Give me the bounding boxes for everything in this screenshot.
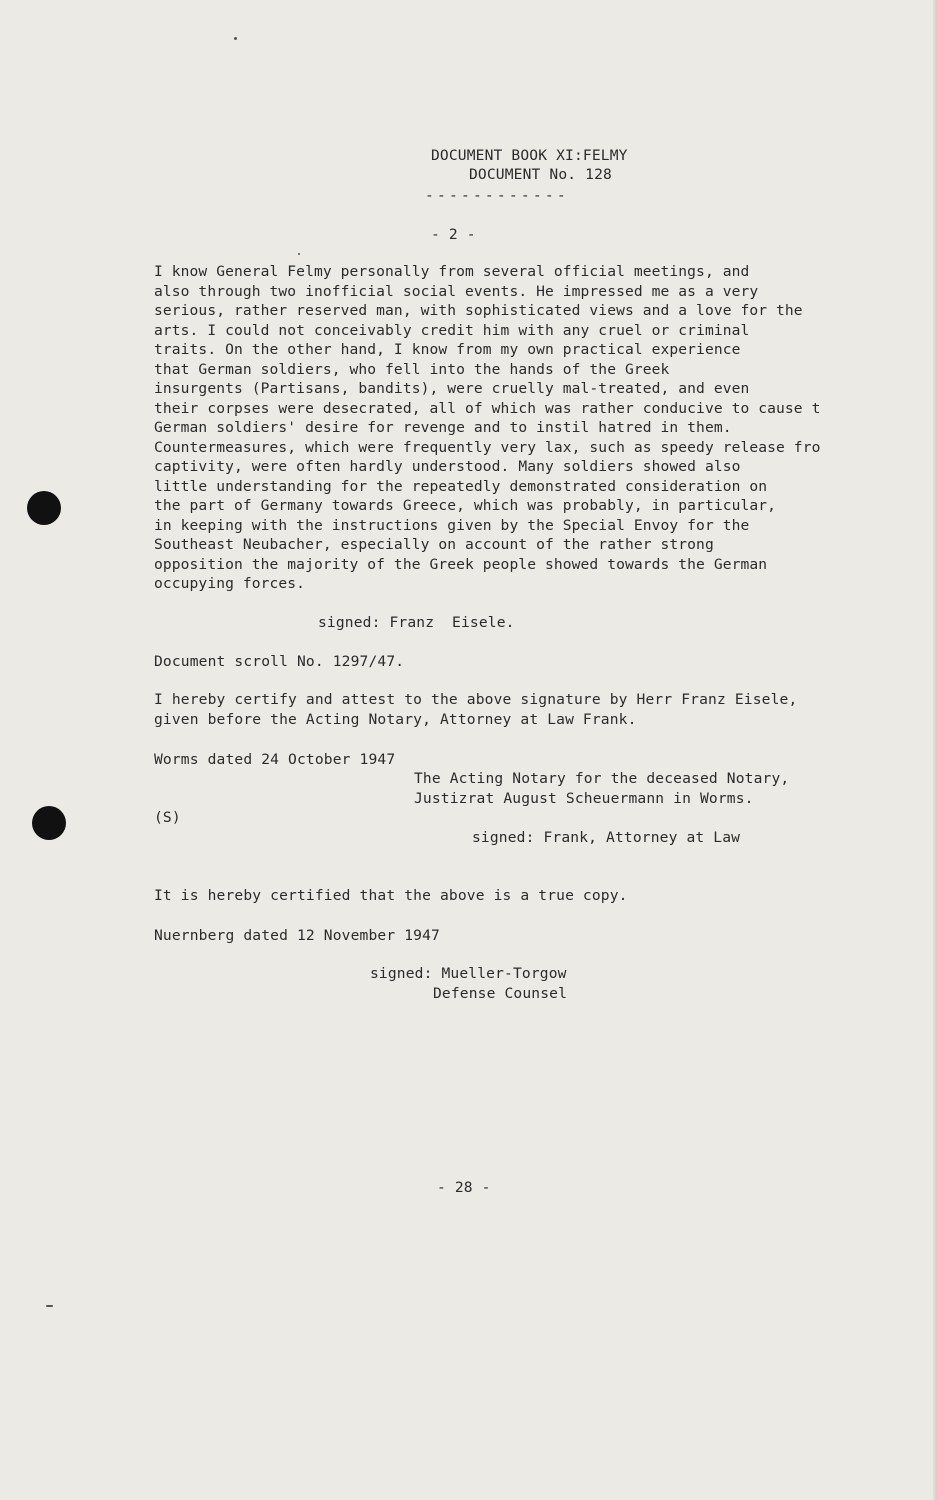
true-copy-certification: It is hereby certified that the above is a true copy. <box>154 887 628 904</box>
defense-counsel-signature: signed: Mueller-Torgow <box>370 965 567 982</box>
section-page-marker: - 2 - <box>431 226 476 243</box>
notary-line-1: The Acting Notary for the deceased Notary, <box>414 770 790 787</box>
notary-line-2: Justizrat August Scheuermann in Worms. <box>414 790 754 807</box>
body-line: little understanding for the repeatedly demonstrated consideration on <box>154 477 768 495</box>
document-number: DOCUMENT No. 128 <box>469 166 612 183</box>
body-line: serious, rather reserved man, with sophisticated views and a love for the <box>154 302 803 319</box>
body-line: arts. I could not conceivably credit him with any cruel or criminal <box>154 321 750 339</box>
header-divider: ------------ <box>425 187 569 204</box>
body-line: captivity, were often hardly understood. Many soldiers showed also <box>154 458 741 475</box>
document-scroll-number: Document scroll No. 1297/47. <box>154 653 405 670</box>
body-line: Southeast Neubacher, especially on account of the rather strong <box>154 536 714 553</box>
body-line: traits. On the other hand, I know from my own practical experience <box>154 341 741 358</box>
defense-counsel-title: Defense Counsel <box>433 985 568 1002</box>
punch-hole-bottom <box>32 806 66 840</box>
seal-mark: (S) <box>154 809 181 826</box>
document-book-title: DOCUMENT BOOK XI:FELMY <box>431 147 628 164</box>
body-line: occupying forces. <box>154 575 306 592</box>
paper-speck <box>46 1305 53 1307</box>
body-line: German soldiers' desire for revenge and to instil hatred in them. <box>154 419 732 436</box>
affiant-signature: signed: Franz Eisele. <box>318 614 515 631</box>
body-line: that German soldiers, who fell into the hands of the Greek <box>154 360 670 378</box>
page-number: - 28 - <box>437 1179 491 1196</box>
page-edge-shadow <box>933 0 937 1500</box>
affidavit-body <box>154 262 876 594</box>
certification-line-2: given before the Acting Notary, Attorney at Law Frank. <box>154 711 637 728</box>
nuernberg-date: Nuernberg dated 12 November 1947 <box>154 927 440 944</box>
body-line: their corpses were desecrated, all of which was rather conducive to cause t <box>154 399 821 417</box>
body-line: in keeping with the instructions given by the Special Envoy for the <box>154 516 750 534</box>
paper-speck <box>298 253 300 255</box>
body-line: opposition the majority of the Greek people showed towards the German <box>154 555 768 573</box>
certification-line-1: I hereby certify and attest to the above signature by Herr Franz Eisele, <box>154 691 798 708</box>
body-line: insurgents (Partisans, bandits), were cruelly mal-treated, and even <box>154 380 750 397</box>
place-and-date: Worms dated 24 October 1947 <box>154 751 396 768</box>
body-line: Countermeasures, which were frequently very lax, such as speedy release fro <box>154 438 821 456</box>
body-line: I know General Felmy personally from several official meetings, and <box>154 263 750 280</box>
punch-hole-top <box>27 491 61 525</box>
body-line: the part of Germany towards Greece, which was probably, in particular, <box>154 497 777 514</box>
notary-signature: signed: Frank, Attorney at Law <box>472 829 741 846</box>
paper-speck <box>234 37 237 40</box>
body-line: also through two inofficial social events. He impressed me as a very <box>154 282 759 300</box>
